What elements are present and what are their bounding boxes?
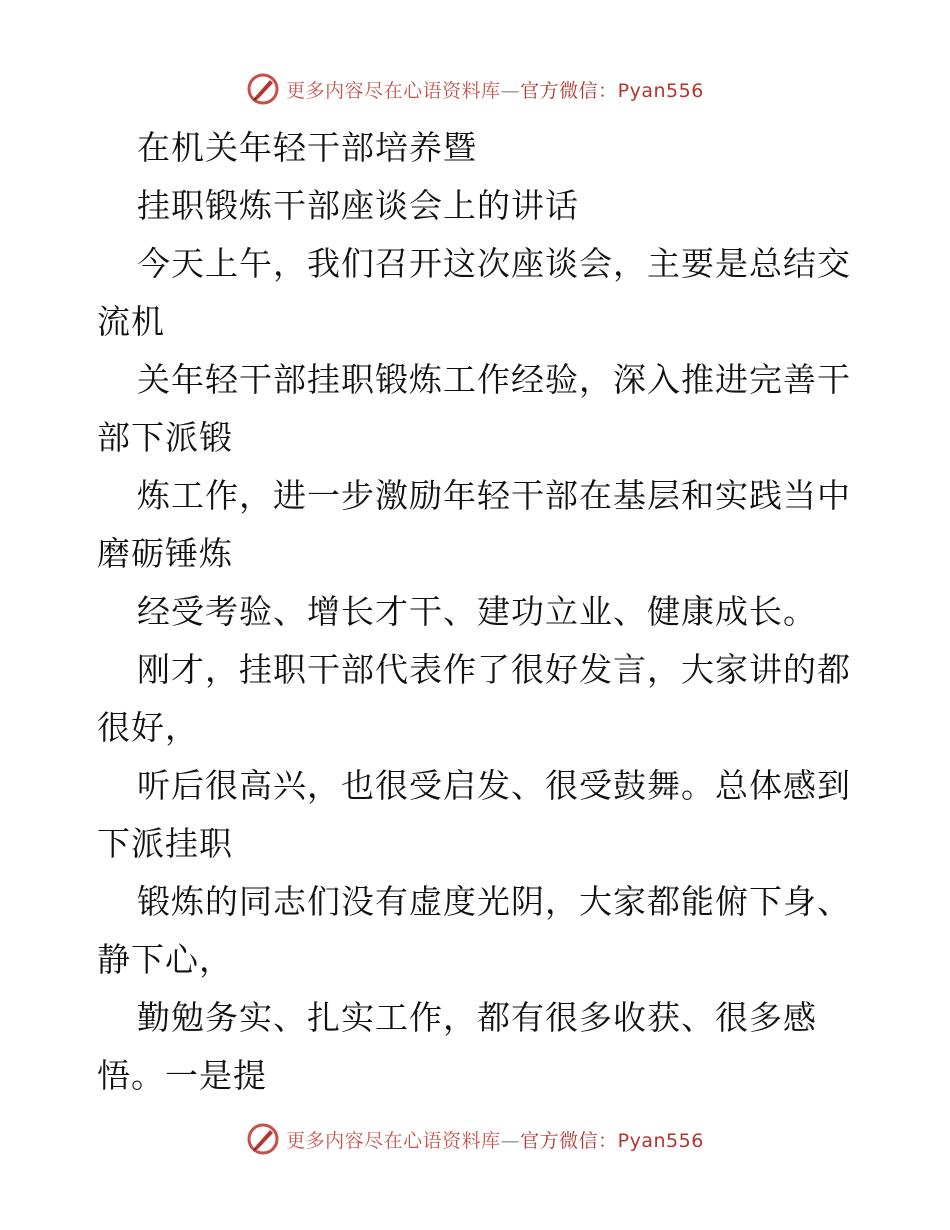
text-line: 悟。一是提 [97,1056,267,1095]
text-line: 很好， [97,708,199,747]
watermark-text: 更多内容尽在心语资料库—官方微信：Pyan556 [286,79,704,102]
watermark-text: 更多内容尽在心语资料库—官方微信：Pyan556 [286,1129,704,1152]
text-line: 勤勉务实、扎实工作，都有很多收获、很多感 [137,998,817,1037]
text-line: 流机 [97,302,165,341]
footer-watermark [0,1122,950,1156]
text-line: 刚才，挂职干部代表作了很好发言，大家讲的都 [137,650,851,689]
text-line: 经受考验、增长才干、建功立业、健康成长。 [137,592,817,631]
text-line: 关年轻干部挂职锻炼工作经验，深入推进完善干 [137,360,851,399]
text-line: 静下心， [97,940,233,979]
quill-pen-logo-icon [246,72,280,106]
text-line: 磨砺锤炼 [97,534,233,573]
text-line: 今天上午，我们召开这次座谈会，主要是总结交 [137,244,851,283]
text-line: 在机关年轻干部培养暨 [137,128,477,167]
text-line: 下派挂职 [97,824,233,863]
text-line: 挂职锻炼干部座谈会上的讲话 [137,186,579,225]
document-body [97,122,857,1108]
text-line: 炼工作，进一步激励年轻干部在基层和实践当中 [137,476,851,515]
text-line: 锻炼的同志们没有虚度光阴，大家都能俯下身、 [137,882,851,921]
header-watermark [0,72,950,106]
text-line: 部下派锻 [97,418,233,457]
text-line: 听后很高兴，也很受启发、很受鼓舞。总体感到 [137,766,851,805]
quill-pen-logo-icon [246,1122,280,1156]
